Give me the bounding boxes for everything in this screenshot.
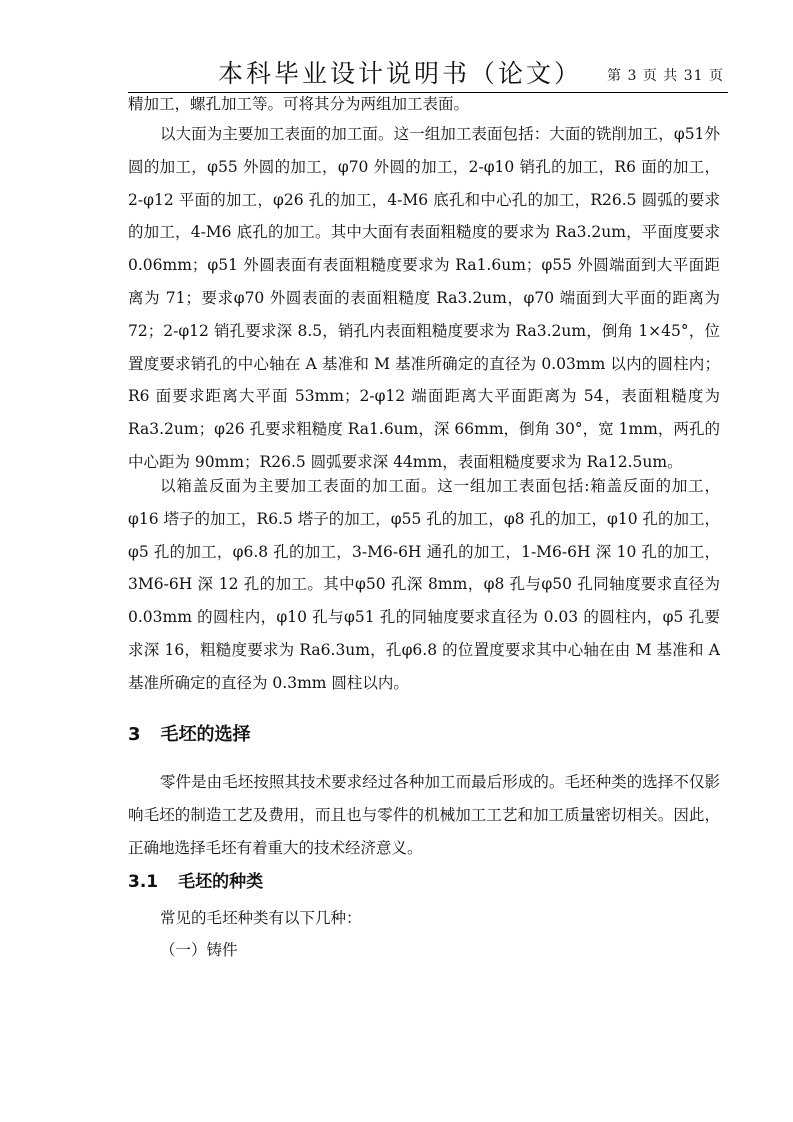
subsection-title: 毛坯的种类 [178, 872, 264, 892]
section-heading-3-1 [128, 868, 263, 896]
paragraph-continuation: 精加工，螺孔加工等。可将其分为两组加工表面。 [128, 95, 470, 113]
paragraph-blank-types-intro: 常见的毛坯种类有以下几种： [160, 909, 362, 927]
section-number: 3 [128, 724, 141, 745]
document-title: 本科毕业设计说明书（论文） [218, 59, 583, 88]
paragraph-reverse-surface: 以箱盖反面为主要加工表面的加工面。这一组加工表面包括:箱盖反面的加工，φ16 塔子的加工，R6.5 塔子的加工，φ55 孔的加工，φ8 孔的加工，φ10 孔的加工，φ5 孔的加工，φ6.8 孔的加工，3-M6-6H 通孔的加工，1-M6-6H 深 10 孔的加工，3M6-6H 深 12 孔的加工。其中φ50 孔深 8mm，φ8 孔与φ50 孔同轴度要求直径为 0.03mm 的圆柱内，φ10 孔与φ51 孔的同轴度要求直径为 0.03 的圆柱内，φ5 孔要求深 16，粗糙度要求为 Ra6.3um，孔φ6.8 的位置度要求其中心轴在由 M 基准和 A 基准所确定的直径为 0.3mm 圆柱以内。 [128, 477, 720, 692]
list-item-casting: （一）铸件 [160, 941, 238, 959]
subsection-number: 3.1 [128, 872, 159, 892]
paragraph-main-surface: 以大面为主要加工表面的加工面。这一组加工表面包括：大面的铣削加工，φ51外圆的加工，φ55 外圆的加工，φ70 外圆的加工，2-φ10 销孔的加工，R6 面的加工，2-φ12 平面的加工，φ26 孔的加工，4-M6 底孔和中心孔的加工，R26.5 圆弧的要求的加工，4-M6 底孔的加工。其中大面有表面粗糙度的要求为 Ra3.2um，平面度要求 0.06mm；φ51 外圆表面有表面粗糙度要求为 Ra1.6um；φ55 外圆端面到大平面距离为 71；要求φ70 外圆表面的表面粗糙度 Ra3.2um，φ70 端面到大平面的距离为 72；2-φ12 销孔要求深 8.5，销孔内表面粗糙度要求为 Ra3.2um，倒角 1×45°，位置度要求销孔的中心轴在 A 基准和 M 基准所确定的直径为 0.03mm 以内的圆柱内；R6 面要求距离大平面 53mm；2-φ12 端面距离大平面距离为 54，表面粗糙度为 Ra3.2um；φ26 孔要求粗糙度 Ra1.6um，深 66mm，倒角 30°，宽 1mm，两孔的中心距为 90mm；R26.5 圆弧要求深 44mm，表面粗糙度要求为 Ra12.5um。 [128, 125, 720, 471]
section-title: 毛坯的选择 [160, 724, 251, 745]
page-number: 第 3 页 共 31 页 [607, 68, 724, 84]
paragraph-blank-selection: 零件是由毛坯按照其技术要求经过各种加工而最后形成的。毛坯种类的选择不仅影响毛坯的制造工艺及费用，而且也与零件的机械加工工艺和加工质量密切相关。因此，正确地选择毛坯有着重大的技术经济意义。 [128, 773, 720, 857]
section-heading-3 [128, 720, 251, 750]
